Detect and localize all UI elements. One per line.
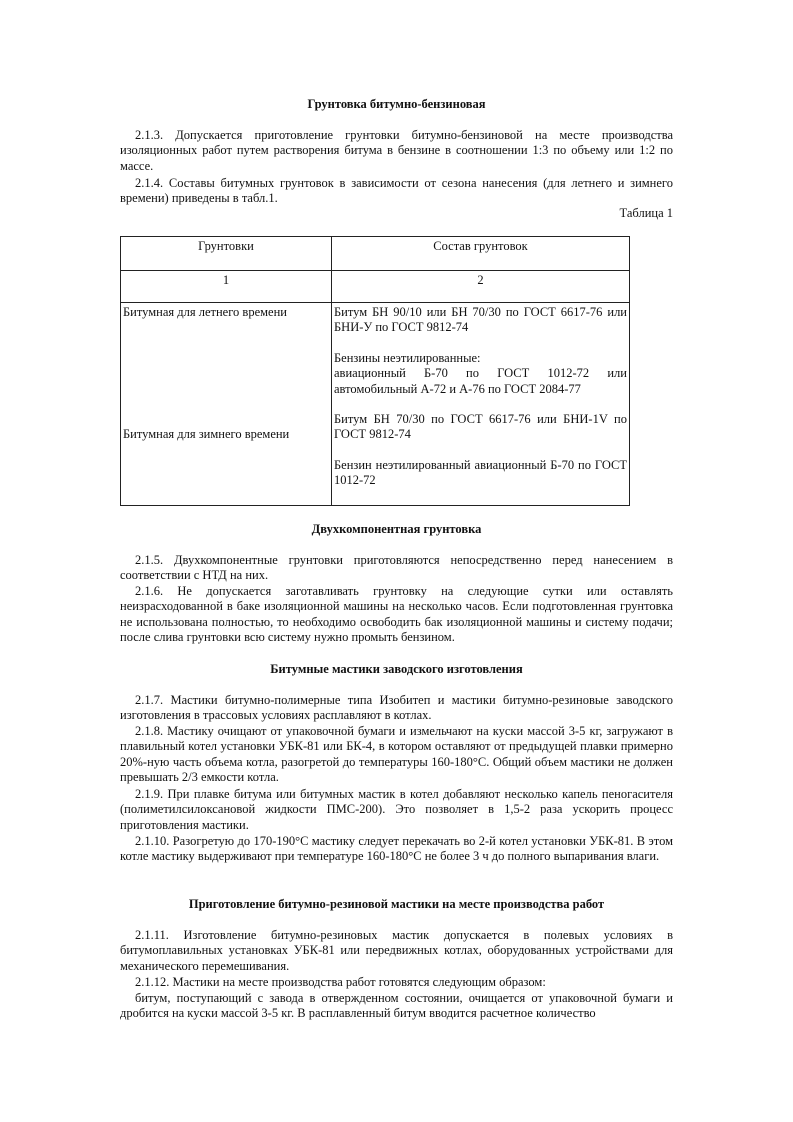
table-number-cell: 2	[332, 271, 630, 303]
paragraph-bitumen-prep: битум, поступающий с завода в отвержденном состоянии, очищается от упаковочной бумаги и дробится на куски массой 3-5 кг. В расплавленный битум вводится расчетное количество	[120, 991, 673, 1021]
winter-bitumen: Битум БН 70/30 по ГОСТ 6617-76 или БНИ-1V по ГОСТ 9812-74	[334, 412, 627, 442]
section-title-onsite-mastic: Приготовление битумно-резиновой мастики на месте производства работ	[188, 897, 605, 911]
summer-gasoline-title: Бензины неэтилированные:	[334, 350, 481, 365]
section-title-factory-mastics: Битумные мастики заводского изготовления	[270, 662, 523, 676]
paragraph-2-1-7: 2.1.7. Мастики битумно-полимерные типа Изобитеп и мастики битумно-резиновые заводского изготовления в трассовых условиях расплавляют в котлах.	[120, 693, 673, 723]
summer-gasoline-text: авиационный Б-70 по ГОСТ 1012-72 или автомобильный А-72 и А-76 по ГОСТ 2084-77	[334, 366, 627, 396]
paragraph-2-1-3: 2.1.3. Допускается приготовление грунтовки битумно-бензиновой на месте производства изоляционных работ путем растворения битума в бензине в соотношении 1:3 по объему или 1:2 по массе.	[120, 128, 673, 173]
paragraph-2-1-10: 2.1.10. Разогретую до 170-190°С мастику следует перекачать во 2-й котел установки УБК-81. В этом котле мастику выдерживают при температуре 160-180°С не более 3 ч до полного выпаривания влаги.	[120, 834, 673, 864]
paragraph-2-1-11: 2.1.11. Изготовление битумно-резиновых мастик допускается в полевых условиях в битумоплавильных установках УБК-81 или передвижных котлах, оборудованных устройствами для механического перемешивания.	[120, 928, 673, 973]
table-row	[121, 303, 630, 506]
primer-summer: Битумная для летнего времени	[123, 305, 287, 319]
table-header-row	[121, 237, 630, 271]
paragraph-2-1-5: 2.1.5. Двухкомпонентные грунтовки приготовляются непосредственно перед нанесением в соответствии с НТД на них.	[120, 553, 673, 583]
table-header-cell: Состав грунтовок	[332, 237, 630, 271]
table-caption: Таблица 1	[619, 206, 673, 220]
primer-composition-table	[120, 236, 630, 506]
paragraph-2-1-6: 2.1.6. Не допускается заготавливать грунтовку на следующие сутки или оставлять неизрасходованной в баке изоляционной машины на несколько часов. Если подготовленная грунтовка не использована полностью, то необходимо освободить бак изоляционной машины и систему подачи; после слива грунтовки всю систему нужно промыть бензином.	[120, 584, 673, 645]
section-title-primer-bitumen-gasoline: Грунтовка битумно-бензиновая	[307, 97, 486, 111]
table-cell-compositions	[332, 303, 630, 506]
winter-gasoline: Бензин неэтилированный авиационный Б-70 по ГОСТ 1012-72	[334, 457, 627, 488]
paragraph-2-1-9: 2.1.9. При плавке битума или битумных мастик в котел добавляют несколько капель пеногасителя (полиметилсилоксановой жидкости ПМС-200). Это позволяет в 1,5-2 раза ускорить процесс приготовления мастики.	[120, 787, 673, 832]
section-title-two-component-primer: Двухкомпонентная грунтовка	[311, 522, 482, 536]
paragraph-2-1-12: 2.1.12. Мастики на месте производства работ готовятся следующим образом:	[135, 975, 546, 989]
table-header-cell: Грунтовки	[121, 237, 332, 271]
summer-bitumen: Битум БН 90/10 или БН 70/30 по ГОСТ 6617-76 или БНИ-У по ГОСТ 9812-74	[334, 305, 627, 335]
table-number-cell: 1	[121, 271, 332, 303]
table-number-row	[121, 271, 630, 303]
paragraph-2-1-4: 2.1.4. Составы битумных грунтовок в зависимости от сезона нанесения (для летнего и зимнего времени) приведены в табл.1.	[120, 176, 673, 206]
primer-winter: Битумная для зимнего времени	[123, 427, 290, 442]
paragraph-2-1-8: 2.1.8. Мастику очищают от упаковочной бумаги и измельчают на куски массой 3-5 кг, загружают в плавильный котел установки УБК-81 или БК-4, в котором оставляют от предыдущей плавки примерно 20%-ную часть объема котла, разогретой до температуры 160-180°С. Общий объем мастики не должен превышать 2/3 емкости котла.	[120, 724, 673, 785]
table-cell-primer-types	[121, 303, 332, 506]
